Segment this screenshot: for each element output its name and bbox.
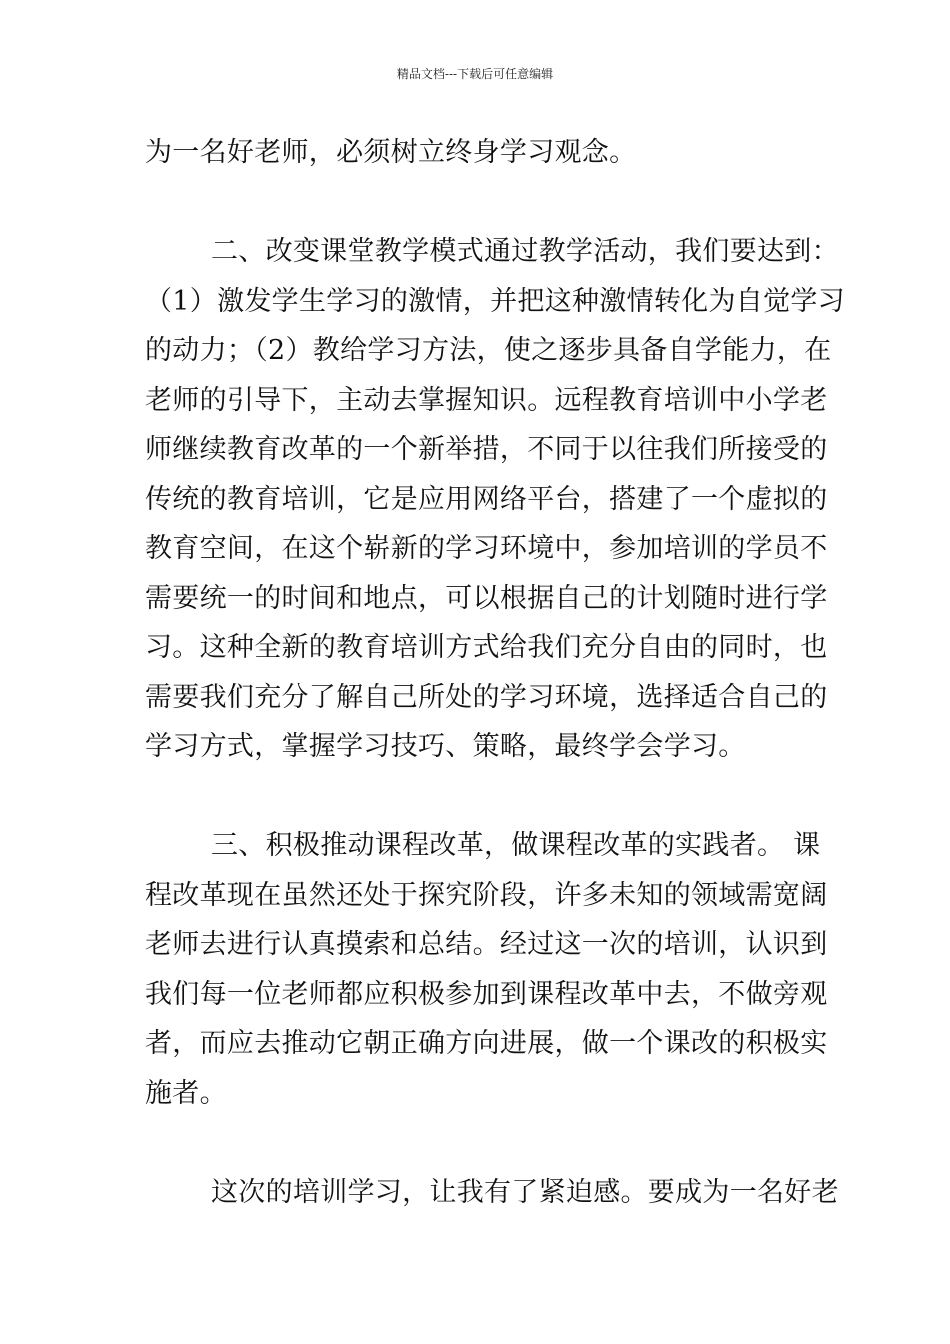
paragraph-continuation — [145, 128, 807, 178]
text-line: 习。这种全新的教育培训方式给我们充分自由的同时，也 — [145, 632, 828, 663]
text-line: 师继续教育改革的一个新举措，不同于以往我们所接受的 — [145, 434, 828, 465]
text-line: 者，而应去推动它朝正确方向进展，做一个课改的积极实 — [145, 1028, 828, 1059]
paragraph-section-two — [145, 227, 845, 772]
text-line: 我们每一位老师都应积极参加到课程改革中去，不做旁观 — [145, 978, 828, 1010]
text-line: 这次的培训学习，让我有了紧迫感。要成为一名好老 — [211, 1176, 839, 1208]
document-body — [145, 128, 845, 1217]
paragraph-gap — [145, 178, 807, 228]
text-line: 施者。 — [145, 1077, 227, 1109]
text-line: 程改革现在虽然还处于探究阶段，许多未知的领域需宽阔 — [145, 879, 828, 911]
paragraph-section-three — [145, 821, 828, 1118]
text-line: 传统的教育培训，它是应用网络平台，搭建了一个虚拟的 — [145, 483, 828, 515]
paragraph-gap — [145, 772, 807, 822]
text-line: 老师的引导下，主动去掌握知识。远程教育培训中小学老 — [145, 384, 828, 416]
text-line: 教育空间，在这个崭新的学习环境中，参加培训的学员不 — [145, 533, 828, 564]
text-line: 三、积极推动课程改革，做课程改革的实践者。 课 — [211, 830, 821, 861]
text-line: 需要我们充分了解自己所处的学习环境，选择适合自己的 — [145, 681, 828, 713]
text-line: 学习方式，掌握学习技巧、策略，最终学会学习。 — [145, 731, 746, 762]
paragraph-gap — [145, 1118, 807, 1168]
text-line: 的动力；（2）教给学习方法，使之逐步具备自学能力，在 — [145, 335, 832, 366]
text-line: 需要统一的时间和地点，可以根据自己的计划随时进行学 — [145, 582, 828, 614]
text-line: 为一名好老师，必须树立终身学习观念。 — [145, 137, 637, 168]
page-header: 精品文档---下载后可任意编辑 — [396, 67, 554, 81]
text-line: 老师去进行认真摸索和总结。经过这一次的培训，认识到 — [145, 929, 828, 960]
paragraph-conclusion — [145, 1168, 839, 1218]
text-line: 二、改变课堂教学模式通过教学活动，我们要达到： — [211, 236, 839, 267]
text-line: （1）激发学生学习的激情，并把这种激情转化为自觉学习 — [145, 285, 845, 317]
